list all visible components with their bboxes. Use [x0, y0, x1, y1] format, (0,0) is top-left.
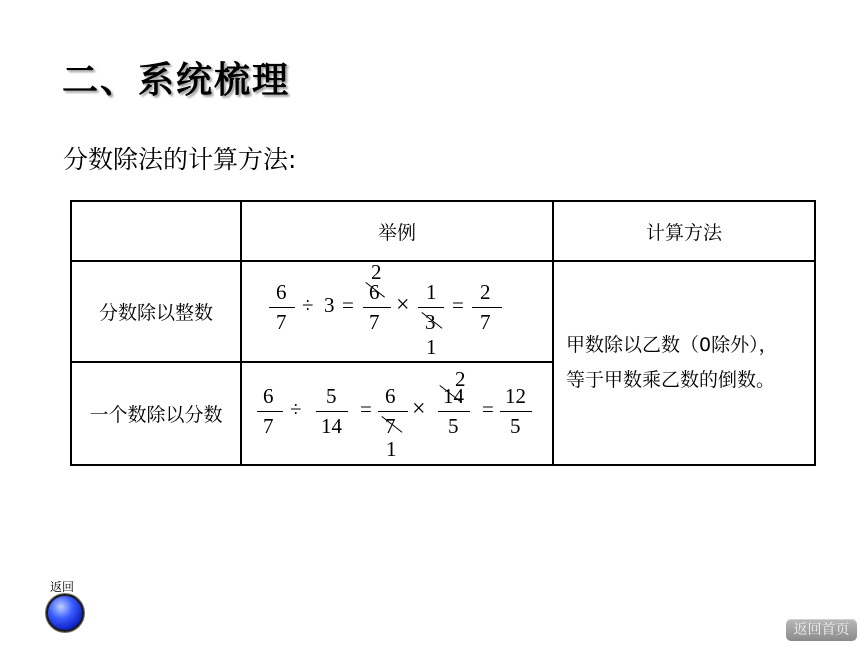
section-subheading: 分数除法的计算方法: [63, 145, 297, 174]
whole-number: 3 [324, 293, 335, 317]
fraction-division-table [70, 200, 816, 466]
example-number-by-fraction [241, 362, 553, 465]
fraction-denominator: 5 [448, 414, 459, 438]
fraction-denominator: 3 [425, 310, 436, 334]
fraction-denominator: 7 [385, 414, 396, 438]
fraction-bar [500, 411, 532, 412]
back-button[interactable] [46, 594, 84, 632]
rule-line-1: 甲数除以乙数（0除外）， [566, 333, 778, 356]
division-sign: ÷ [290, 397, 302, 421]
fraction-bar [316, 411, 348, 412]
fraction-bar [418, 307, 444, 308]
result-denominator: 7 [480, 310, 491, 334]
fraction-denominator: 7 [276, 310, 287, 334]
fraction-numerator: 6 [369, 280, 380, 304]
equals-sign: = [342, 293, 354, 317]
back-label: 返回 [50, 580, 75, 594]
division-sign: ÷ [302, 293, 314, 317]
table-header-row [71, 201, 815, 261]
fraction-numerator: 14 [443, 384, 464, 408]
home-button[interactable]: 返回首页 [786, 619, 857, 641]
fraction-denominator: 14 [321, 414, 342, 438]
reduced-denominator: 1 [386, 437, 397, 461]
fraction-numerator: 6 [276, 280, 287, 304]
result-denominator: 5 [510, 414, 521, 438]
example-fraction-by-integer [241, 261, 553, 362]
result-numerator: 12 [505, 384, 526, 408]
fraction-bar [269, 307, 295, 308]
fraction-numerator: 6 [263, 384, 274, 408]
slide-heading: 二、系统梳理 [62, 60, 291, 101]
equals-sign: = [482, 397, 494, 421]
fraction-bar [438, 411, 470, 412]
fraction-bar [472, 307, 502, 308]
calculation-rule [553, 261, 815, 465]
fraction-bar [378, 411, 408, 412]
fraction-denominator: 7 [369, 310, 380, 334]
fraction-bar [257, 411, 283, 412]
row-label-fraction-by-integer: 分数除以整数 [71, 261, 241, 362]
header-method: 计算方法 [553, 201, 815, 261]
fraction-denominator: 7 [263, 414, 274, 438]
equals-sign: = [452, 293, 464, 317]
fraction-numerator: 6 [385, 384, 396, 408]
reduced-denominator: 1 [426, 335, 437, 359]
rule-line-2: 等于甲数乘乙数的倒数。 [566, 369, 776, 391]
reduced-numerator: 2 [455, 367, 466, 391]
reduced-numerator: 2 [371, 260, 382, 284]
result-numerator: 2 [480, 280, 491, 304]
multiplication-sign: × [412, 396, 426, 422]
header-example: 举例 [241, 201, 553, 261]
row-label-number-by-fraction: 一个数除以分数 [71, 362, 241, 465]
fraction-numerator: 1 [426, 280, 437, 304]
table-row [71, 261, 815, 362]
fraction-bar [363, 307, 391, 308]
header-blank-cell [71, 201, 241, 261]
multiplication-sign: × [396, 292, 410, 318]
fraction-numerator: 5 [326, 384, 337, 408]
equals-sign: = [360, 397, 372, 421]
